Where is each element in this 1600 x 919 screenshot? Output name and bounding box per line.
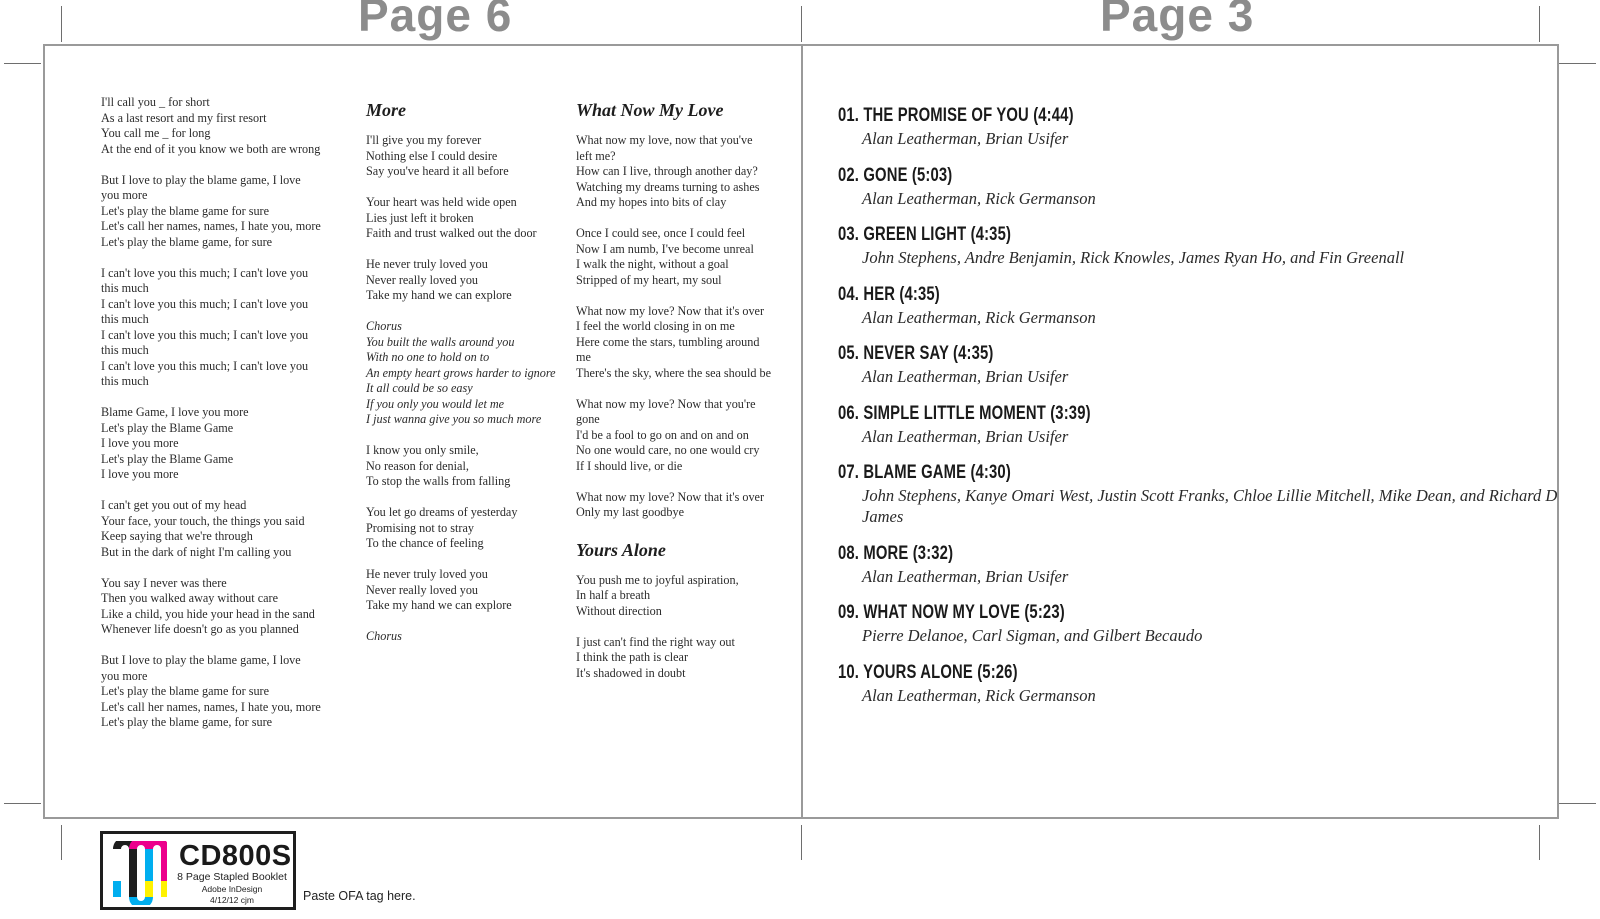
lyric-line: But in the dark of night I'm calling you [101, 544, 292, 559]
lyric-line: Then you walked away without care [101, 591, 278, 605]
lyrics-column-more [366, 97, 556, 660]
lyric-stanza [366, 195, 556, 242]
lyric-stanza [101, 95, 321, 157]
lyric-line: this much [101, 374, 149, 388]
song-heading-yours-alone: Yours Alone [576, 539, 666, 560]
lyric-line: And my hopes into bits of clay [576, 195, 727, 209]
template-software: Adobe InDesign [201, 884, 263, 894]
lyric-line: Only my last goodbye [576, 505, 684, 519]
lyrics-column-what-now-my-love [576, 97, 771, 697]
chorus-label: Chorus [366, 629, 402, 643]
track-title: 04. HER (4:35) [838, 283, 940, 305]
lyric-line: What now my love? Now that it's over [576, 489, 765, 504]
lyric-line: you more [101, 188, 148, 202]
lyric-line: Whenever life doesn't go as you planned [101, 622, 299, 636]
track-title: 08. MORE (3:32) [838, 542, 954, 564]
crop-mark [801, 6, 802, 42]
track-title: 07. BLAME GAME (4:30) [838, 462, 1011, 483]
track-credit: Alan Leatherman, Rick Germanson [862, 685, 1096, 705]
lyric-line: Promising not to stray [366, 520, 474, 535]
lyric-line: How can I live, through another day? [576, 164, 758, 178]
track-item [838, 164, 1558, 209]
track-list [838, 104, 1558, 720]
track-title: 01. THE PROMISE OF YOU (4:44) [838, 105, 1074, 126]
crop-mark [801, 825, 802, 860]
track-credit: Alan Leatherman, Brian Usifer [862, 367, 1069, 386]
lyric-line: Nothing else I could desire [366, 148, 498, 163]
lyric-line: Stripped of my heart, my soul [576, 272, 722, 287]
lyric-stanza [101, 576, 321, 638]
lyric-line: Never really loved you [366, 272, 479, 287]
lyric-line: No one would care, no one would cry [576, 443, 760, 457]
lyric-line: Let's play the blame game, for sure [101, 234, 273, 249]
lyrics-column-blame-game [101, 95, 321, 746]
crop-mark [1559, 63, 1596, 64]
lyric-line: Let's call her names, names, I hate you, more [101, 219, 321, 233]
track-credit: Alan Leatherman, Brian Usifer [862, 426, 1069, 446]
track-item [838, 661, 1558, 706]
lyric-stanza [576, 304, 771, 382]
track-item [838, 104, 1558, 149]
chorus-stanza [366, 319, 556, 428]
lyric-stanza [101, 173, 321, 251]
lyric-line: You push me to joyful aspiration, [576, 572, 739, 587]
lyric-line: Let's play the blame game for sure [101, 203, 270, 218]
track-item [838, 283, 1558, 328]
lyric-stanza [576, 397, 771, 475]
track-credit: John Stephens, Andre Benjamin, Rick Knowles, James Ryan Ho, and Fin Greenall [862, 248, 1405, 267]
lyric-stanza [576, 133, 771, 211]
chorus-label: Chorus [366, 319, 402, 333]
lyric-stanza [576, 635, 771, 682]
crop-mark [61, 6, 62, 42]
lyric-line: Without direction [576, 603, 662, 618]
lyric-line: I'd be a fool to go on and on and on [576, 427, 749, 442]
track-title: 10. YOURS ALONE (5:26) [838, 661, 1018, 683]
track-credit: Pierre Delanoe, Carl Sigman, and Gilbert Becaudo [862, 626, 1203, 645]
lyric-line: But I love to play the blame game, I love [101, 172, 301, 187]
template-date: 4/12/12 cjm [210, 895, 254, 905]
track-title: 09. WHAT NOW MY LOVE (5:23) [838, 602, 1065, 623]
lyric-stanza [366, 443, 556, 490]
lyric-line: There's the sky, where the sea should be [576, 365, 771, 380]
lyric-line: He never truly loved you [366, 257, 488, 271]
lyric-line: What now my love, now that you've [576, 133, 753, 147]
chorus-line: I just wanna give you so much more [366, 412, 542, 426]
crop-mark [61, 825, 62, 860]
track-item [838, 461, 1558, 527]
lyric-line: Your face, your touch, the things you said [101, 513, 305, 528]
lyric-line: Let's play the Blame Game [101, 420, 234, 435]
lyric-line: Your heart was held wide open [366, 195, 517, 209]
lyric-line: I feel the world closing in on me [576, 319, 735, 333]
lyric-line: Watching my dreams turning to ashes [576, 179, 760, 194]
lyric-line: this much [101, 312, 149, 326]
song-heading-what-now-my-love: What Now My Love [576, 100, 724, 120]
crop-mark [4, 63, 41, 64]
lyric-stanza [101, 498, 321, 560]
lyric-line: Take my hand we can explore [366, 598, 512, 612]
crop-mark [1559, 803, 1596, 804]
crop-mark [4, 803, 41, 804]
track-credit: Alan Leatherman, Brian Usifer [862, 129, 1069, 148]
page-6-label: Page 6 [358, 0, 513, 41]
page-3-label: Page 3 [1100, 0, 1255, 41]
lyric-line: Here come the stars, tumbling around [576, 334, 760, 349]
lyric-line: this much [101, 343, 149, 357]
lyric-line: You call me _ for long [101, 126, 211, 140]
lyric-line: To the chance of feeling [366, 536, 484, 550]
lyric-stanza [101, 653, 321, 731]
lyric-line: I can't love you this much; I can't love you [101, 327, 309, 342]
lyric-line: I walk the night, without a goal [576, 257, 729, 271]
lyric-line: I can't love you this much; I can't love you [101, 358, 309, 373]
lyric-line: If I should live, or die [576, 458, 683, 473]
lyric-stanza [576, 573, 771, 620]
chorus-line: With no one to hold on to [366, 350, 490, 364]
lyric-line: left me? [576, 148, 616, 163]
template-description: 8 Page Stapled Booklet [177, 871, 287, 883]
crop-mark [1539, 6, 1540, 42]
lyric-line: Blame Game, I love you more [101, 405, 249, 419]
lyric-line: me [576, 350, 591, 364]
lyric-line: I know you only smile, [366, 443, 479, 457]
lyric-stanza [366, 257, 556, 304]
track-credit: Alan Leatherman, Brian Usifer [862, 566, 1069, 586]
lyric-line: I can't get you out of my head [101, 498, 247, 512]
lyric-stanza [366, 505, 556, 552]
lyric-line: gone [576, 412, 600, 426]
lyric-line: You let go dreams of yesterday [366, 505, 518, 519]
lyric-line: I can't love you this much; I can't love you [101, 265, 309, 280]
lyric-line: Let's call her names, names, I hate you, more [101, 699, 321, 714]
track-item [838, 342, 1558, 387]
lyric-line: At the end of it you know we both are wrong [101, 141, 321, 156]
track-credit: Alan Leatherman, Rick Germanson [862, 307, 1096, 327]
chorus-line: An empty heart grows harder to ignore [366, 365, 556, 380]
lyric-line: Let's play the Blame Game [101, 451, 234, 466]
template-logo-box [100, 831, 296, 910]
lyric-line: But I love to play the blame game, I love [101, 653, 301, 667]
chorus-line: If you only you would let me [366, 396, 505, 411]
lyric-line: Say you've heard it all before [366, 164, 509, 178]
lyric-stanza [101, 266, 321, 390]
lyric-line: Like a child, you hide your head in the sand [101, 606, 315, 621]
paste-ofa-note: Paste OFA tag here. [303, 889, 416, 903]
lyric-line: you more [101, 668, 148, 683]
lyric-line: I can't love you this much; I can't love you [101, 296, 309, 311]
track-item [838, 402, 1558, 447]
logo-icon [111, 841, 167, 905]
lyric-stanza [576, 490, 771, 521]
lyric-line: I'll give you my forever [366, 133, 482, 147]
lyric-line: You say I never was there [101, 575, 227, 590]
lyric-line: I think the path is clear [576, 650, 689, 664]
lyric-line: What now my love? Now that it's over [576, 303, 765, 318]
track-item [838, 542, 1558, 587]
lyric-line: Let's play the blame game, for sure [101, 715, 273, 729]
lyric-line: I just can't find the right way out [576, 634, 735, 649]
lyric-stanza [366, 133, 556, 180]
template-product-code: CD800S [179, 840, 292, 872]
lyric-line: I love you more [101, 436, 179, 450]
lyric-line: this much [101, 281, 149, 295]
lyric-stanza [366, 567, 556, 614]
lyric-line: Once I could see, once I could feel [576, 226, 746, 240]
track-credit: Alan Leatherman, Rick Germanson [862, 188, 1096, 208]
chorus-line: You built the walls around you [366, 334, 515, 349]
lyric-line: No reason for denial, [366, 458, 469, 473]
lyric-line: As a last resort and my first resort [101, 110, 267, 125]
lyric-stanza [101, 405, 321, 483]
lyric-line: In half a breath [576, 588, 651, 602]
lyric-line: It's shadowed in doubt [576, 665, 686, 680]
track-title: 03. GREEN LIGHT (4:35) [838, 224, 1012, 245]
lyric-line: To stop the walls from falling [366, 474, 511, 488]
lyric-line: He never truly loved you [366, 567, 488, 581]
lyric-line: Take my hand we can explore [366, 288, 512, 302]
track-title: 06. SIMPLE LITTLE MOMENT (3:39) [838, 402, 1091, 424]
track-title: 05. NEVER SAY (4:35) [838, 343, 994, 364]
lyric-line: Now I am numb, I've become unreal [576, 241, 754, 256]
lyric-line: Keep saying that we're through [101, 529, 253, 543]
lyric-line: Faith and trust walked out the door [366, 226, 537, 240]
track-credit: John Stephens, Kanye Omari West, Justin Scott Franks, Chloe Lillie Mitchell, Mike Dean, and Richard D James [862, 486, 1558, 526]
lyric-line: Let's play the blame game for sure [101, 684, 270, 698]
chorus-line: It all could be so easy [366, 381, 473, 395]
track-item [838, 223, 1558, 268]
track-title: 02. GONE (5:03) [838, 164, 953, 186]
lyric-stanza [576, 226, 771, 288]
lyric-line: Never really loved you [366, 582, 479, 597]
lyric-line: Lies just left it broken [366, 210, 474, 225]
lyric-line: What now my love? Now that you're [576, 396, 756, 411]
crop-mark [1539, 825, 1540, 860]
song-heading-more: More [366, 100, 406, 120]
lyric-line: I'll call you _ for short [101, 95, 210, 109]
track-item [838, 601, 1558, 646]
lyric-line: I love you more [101, 467, 179, 481]
